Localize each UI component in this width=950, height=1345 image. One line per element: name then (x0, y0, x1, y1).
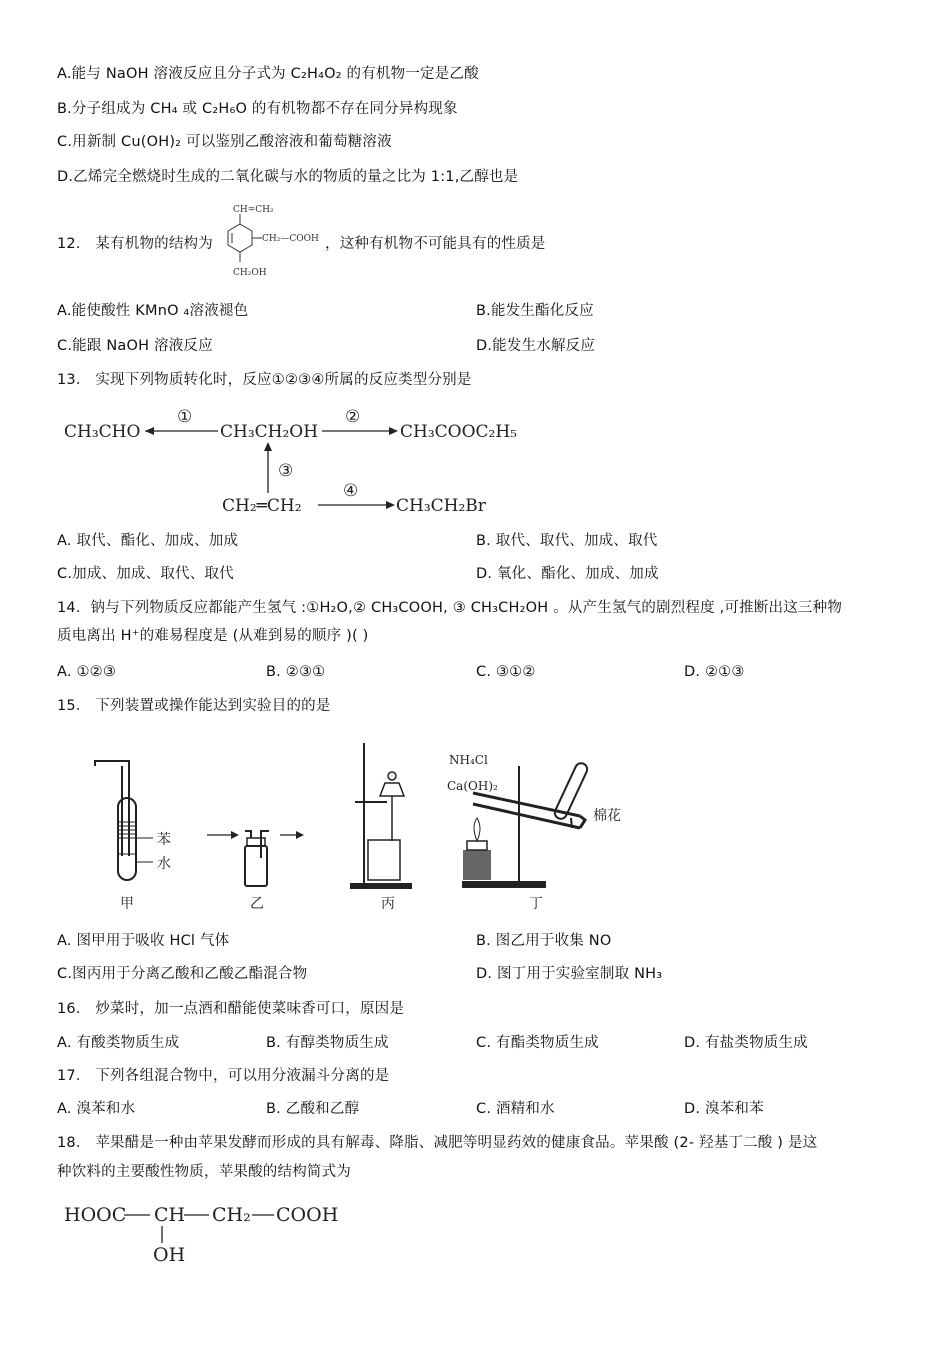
q14-option-c: C. ③①② (476, 664, 536, 680)
q11-option-c: C.用新制 Cu(OH)₂ 可以鉴别乙酸溶液和葡萄糖溶液 (57, 134, 392, 150)
q13-option-b: B. 取代、取代、加成、取代 (476, 533, 658, 549)
q14-option-b: B. ②③① (266, 664, 326, 680)
q17-option-c: C. 酒精和水 (476, 1101, 555, 1117)
q12-option-c: C.能跟 NaOH 溶液反应 (57, 338, 213, 354)
q12-option-a: A.能使酸性 KMnO ₄溶液褪色 (57, 303, 249, 319)
struct-vinyl: CH=CH₂ (233, 205, 274, 215)
q18-malic-acid-formula (60, 1195, 360, 1270)
scheme-ethene: CH₂═CH₂ (222, 496, 302, 516)
label-caoh2: Ca(OH)₂ (447, 779, 498, 793)
q17-option-a: A. 溴苯和水 (57, 1101, 136, 1117)
apparatus-bing (350, 743, 412, 912)
q11-option-b: B.分子组成为 CH₄ 或 C₂H₆O 的有机物都不存在同分异构现象 (57, 101, 458, 117)
label-jia: 甲 (120, 896, 134, 912)
q13-option-d: D. 氧化、酯化、加成、加成 (476, 566, 659, 582)
formula-ch2: CH₂ (212, 1204, 251, 1226)
q15-option-d: D. 图丁用于实验室制取 NH₃ (476, 966, 663, 982)
q13-option-c: C.加成、加成、取代、取代 (57, 566, 234, 582)
reaction-3-label: ③ (278, 461, 294, 481)
q12-stem-pre: 12． 某有机物的结构为 (57, 236, 213, 252)
q16-option-d: D. 有盐类物质生成 (684, 1035, 808, 1051)
reaction-4-label: ④ (343, 481, 359, 501)
label-cotton: 棉花 (593, 808, 621, 824)
q11-option-d: D.乙烯完全燃烧时生成的二氧化碳与水的物质的量之比为 1:1,乙醇也是 (57, 169, 519, 185)
formula-hooc: HOOC (64, 1204, 127, 1226)
q16-option-c: C. 有酯类物质生成 (476, 1035, 599, 1051)
scheme-ch3cho: CH₃CHO (64, 422, 141, 442)
label-yi: 乙 (250, 896, 264, 912)
q13-stem: 13． 实现下列物质转化时，反应①②③④所属的反应类型分别是 (57, 372, 472, 388)
q14-stem-line1: 14．钠与下列物质反应都能产生氢气 :①H₂O,② CH₃COOH, ③ CH₃CH₂OH 。从产生氢气的剧烈程度 ,可推断出这三种物 (57, 600, 843, 616)
q14-stem-line2: 质电离出 H⁺的难易程度是 (从难到易的顺序 )( ) (57, 628, 369, 644)
q15-stem: 15． 下列装置或操作能达到实验目的的是 (57, 698, 331, 714)
reaction-2-label: ② (345, 407, 361, 427)
q18-stem-line2: 种饮料的主要酸性物质，苹果酸的结构简式为 (57, 1164, 351, 1180)
label-water: 水 (157, 856, 171, 872)
formula-oh: OH (153, 1244, 186, 1266)
scheme-ethanol: CH₃CH₂OH (220, 422, 319, 442)
q15-apparatus-figure (85, 738, 665, 918)
reaction-1-label: ① (177, 407, 193, 427)
formula-ch: CH (154, 1204, 186, 1226)
formula-cooh: COOH (276, 1204, 339, 1226)
q17-stem: 17． 下列各组混合物中，可以用分液漏斗分离的是 (57, 1068, 390, 1084)
scheme-bromoethane: CH₃CH₂Br (396, 496, 486, 516)
q13-reaction-scheme (60, 400, 540, 520)
label-bing: 丙 (381, 896, 395, 912)
q12-stem-post: ，这种有机物不可能具有的性质是 (325, 236, 546, 252)
q12-option-b: B.能发生酯化反应 (476, 303, 594, 319)
q14-option-d: D. ②①③ (684, 664, 745, 680)
q16-option-b: B. 有醇类物质生成 (266, 1035, 389, 1051)
label-benzene: 苯 (157, 832, 171, 848)
q16-option-a: A. 有酸类物质生成 (57, 1035, 180, 1051)
apparatus-jia (95, 761, 171, 912)
label-ding: 丁 (529, 896, 543, 912)
scheme-ester: CH₃COOC₂H₅ (400, 422, 517, 442)
q15-option-c: C.图丙用于分离乙酸和乙酸乙酯混合物 (57, 966, 308, 982)
q14-option-a: A. ①②③ (57, 664, 117, 680)
q15-option-b: B. 图乙用于收集 NO (476, 933, 612, 949)
struct-hydroxymethyl: CH₂OH (233, 268, 267, 278)
q15-option-a: A. 图甲用于吸收 HCl 气体 (57, 933, 230, 949)
q12-structure (212, 200, 332, 285)
q17-option-b: B. 乙酸和乙醇 (266, 1101, 360, 1117)
q11-option-a: A.能与 NaOH 溶液反应且分子式为 C₂H₄O₂ 的有机物一定是乙酸 (57, 66, 479, 82)
apparatus-yi (245, 831, 269, 912)
label-nh4cl: NH₄Cl (449, 753, 488, 767)
apparatus-ding (447, 753, 621, 912)
q12-option-d: D.能发生水解反应 (476, 338, 596, 354)
q18-stem-line1: 18． 苹果醋是一种由苹果发酵而形成的具有解毒、降脂、减肥等明显药效的健康食品。苹果酸 (2- 羟基丁二酸 ) 是这 (57, 1135, 818, 1151)
struct-acetic: CH₂—COOH (262, 234, 319, 244)
q13-option-a: A. 取代、酯化、加成、加成 (57, 533, 239, 549)
q17-option-d: D. 溴苯和苯 (684, 1101, 764, 1117)
q16-stem: 16． 炒菜时，加一点酒和醋能使菜味香可口，原因是 (57, 1001, 405, 1017)
